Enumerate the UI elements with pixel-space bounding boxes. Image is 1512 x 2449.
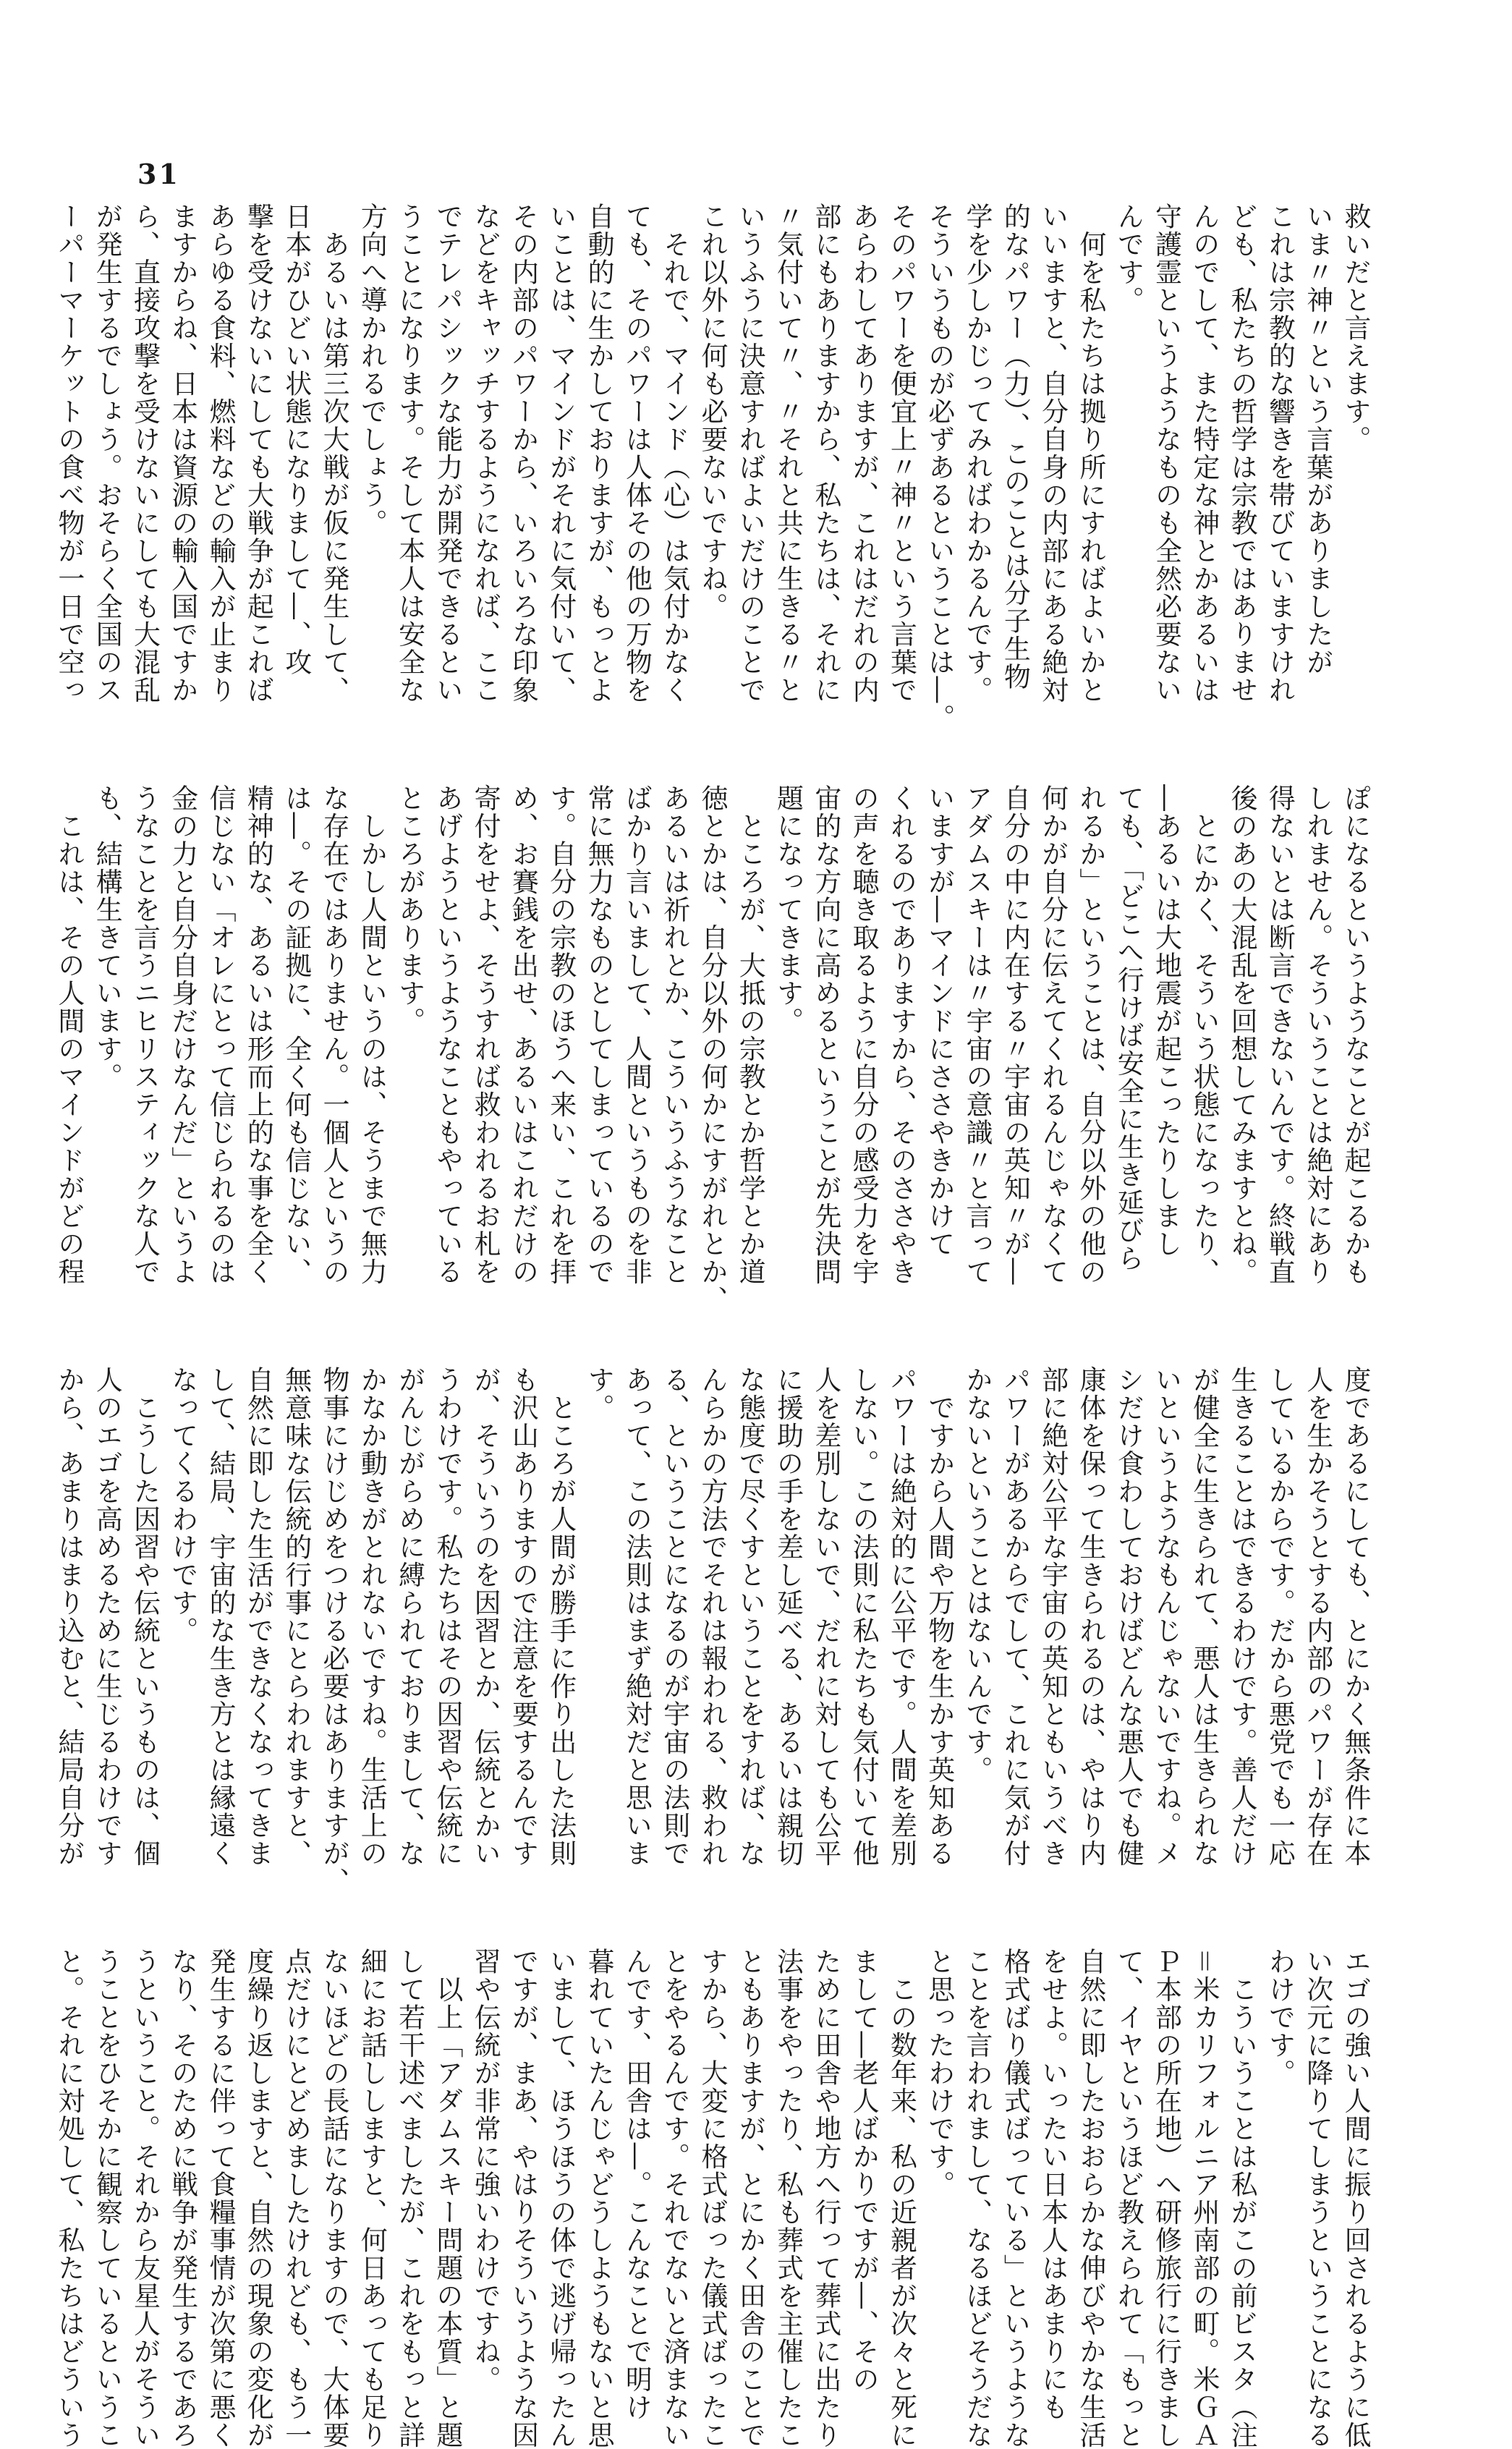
text-line: ことを言われまして、なるほどそうだな: [961, 1948, 993, 2449]
text-line: ですが、まあ、やはりそういうような因: [507, 1948, 539, 2449]
text-line: 救いだと言えます。: [1340, 203, 1371, 454]
text-line: 度繰り返しますと、自然の現象の変化が: [242, 1948, 274, 2449]
text-line: いというようなもんじゃないですね。メ: [1150, 1366, 1182, 1867]
text-line: ところがあります。: [394, 784, 425, 1035]
text-line: あって、この法則はまず絶対だと思いま: [621, 1366, 653, 1867]
text-line: ても、「どこへ行けば安全に生き延びら: [1113, 784, 1144, 1273]
text-line: 発生するに伴って食糧事情が次第に悪く: [205, 1948, 237, 2449]
text-line: る、ということになるのが宇宙の法則で: [658, 1366, 690, 1867]
text-line: ら、直接攻撃を受けないにしても大混乱: [129, 203, 161, 704]
text-line: うわけです。私たちはその因習や伝統に: [431, 1366, 463, 1867]
text-line: ＝米カリフォルニア州南部の町。米ＧＡ: [1188, 1948, 1220, 2449]
text-line: 細にお話ししますと、何日あっても足り: [356, 1948, 388, 2449]
text-line: パワーは絶対的に公平です。人間を差別: [885, 1366, 917, 1867]
text-line: 得ないとは断言できないんです。終戦直: [1264, 784, 1296, 1286]
text-line: 部に絶対公平な宇宙の英知ともいうべき: [1037, 1366, 1069, 1867]
text-line: ても、そのパワーは人体その他の万物を: [621, 203, 653, 704]
text-line: くれるのでありますから、そのささやき: [885, 784, 917, 1286]
text-line: の声を聴き取るように自分の感受力を宇: [848, 784, 880, 1286]
text-line: から、あまりはまり込むと、結局自分が: [53, 1366, 85, 1867]
text-line: て、イヤというほど教えられて「もっと: [1113, 1948, 1144, 2449]
text-line: すから、大変に格式ばった儀式ばったこ: [696, 1948, 728, 2449]
text-tier-2: [53, 784, 1372, 1343]
text-line: ところが、大抵の宗教とか哲学とか道: [734, 784, 766, 1286]
text-line: うなことを言うニヒリスティックな人で: [129, 784, 161, 1286]
text-line: す。: [583, 1366, 615, 1422]
text-line: んです、田舎は―。こんなことで明け: [621, 1948, 653, 2422]
text-line: しかし人間というのは、そうまで無力: [356, 784, 388, 1286]
text-line: 点だけにとどめましたけれども、もう一: [280, 1948, 312, 2449]
text-line: 習や伝統が非常に強いわけですね。: [470, 1948, 501, 2393]
text-line: いいますと、自分自身の内部にある絶対: [1037, 203, 1069, 704]
text-line: が、そういうのを因習とか、伝統とかい: [470, 1366, 501, 1867]
text-line: んのでして、また特定な神とかあるいは: [1188, 203, 1220, 704]
text-line: と思ったわけです。: [923, 1948, 955, 2199]
text-line: かなか動きがとれないですね。生活上の: [356, 1366, 388, 1867]
text-line: す。自分の宗教のほうへ来い、これを拝: [545, 784, 577, 1286]
text-line: シだけ食わしておけばどんな悪人でも健: [1113, 1366, 1144, 1867]
text-line: パワーがあるからでして、これに気が付: [999, 1366, 1031, 1867]
text-line: ぽになるというようなことが起こるかも: [1340, 784, 1371, 1286]
text-line: 人を生かそうとする内部のパワーが存在: [1301, 1366, 1333, 1867]
text-line: め、お賽銭を出せ、あるいはこれだけの: [507, 784, 539, 1286]
text-line: 格式ばり儀式ばっている」というような: [999, 1948, 1031, 2449]
text-line: あらわしてありますが、これはだれの内: [848, 203, 880, 704]
text-line: これは、その人間のマインドがどの程: [53, 784, 85, 1286]
text-line: 題になってきます。: [772, 784, 804, 1035]
text-line: 何を私たちは拠り所にすればよいかと: [1074, 203, 1106, 704]
text-line: 寄付をせよ、そうすれば救われるお札を: [470, 784, 501, 1286]
text-line: 自分の中に内在する〃宇宙の英知〃が―: [999, 784, 1031, 1286]
text-line: に援助の手を差し延べる、あるいは親切: [772, 1366, 804, 1867]
text-line: 何かが自分に伝えてくれるんじゃなくて: [1037, 784, 1069, 1286]
text-line: ところが人間が勝手に作り出した法則: [545, 1366, 577, 1867]
text-line: この数年来、私の近親者が次々と死に: [885, 1948, 917, 2449]
text-line: しているからです。だから悪党でも一応: [1264, 1366, 1296, 1867]
text-line: それで、マインド（心）は気付かなく: [658, 203, 690, 704]
text-line: 生きることはできるわけです。善人だけ: [1226, 1366, 1258, 1867]
text-line: 物事にけじめをつける必要はありますが、: [318, 1366, 349, 1896]
text-line: な態度で尽くすということをすれば、な: [734, 1366, 766, 1867]
text-line: 度であるにしても、とにかく無条件に本: [1340, 1366, 1371, 1867]
text-line: も、結構生きています。: [91, 784, 123, 1091]
text-line: して若干述べましたが、これをもっと詳: [394, 1948, 425, 2449]
text-line: んらかの方法でそれは報われる、救われ: [696, 1366, 728, 1867]
text-line: と。それに対処して、私たちはどういう: [53, 1948, 85, 2449]
text-line: がんじがらめに縛られておりまして、な: [394, 1366, 425, 1867]
text-line: は―。その証拠に、全く何も信じない、: [280, 784, 312, 1286]
text-line: 暮れていたんじゃどうしようもないと思: [583, 1948, 615, 2449]
text-line: 人のエゴを高めるために生じるわけです: [91, 1366, 123, 1867]
text-line: うことをひそかに観察しているというこ: [91, 1948, 123, 2449]
text-line: が発生するでしょう。おそらく全国のス: [91, 203, 123, 704]
text-line: しない。この法則に私たちも気付いて他: [848, 1366, 880, 1867]
text-line: 宙的な方向に高めるということが先決問: [810, 784, 841, 1286]
text-line: も沢山ありますので注意を要するんです: [507, 1366, 539, 1867]
text-line: 自然に即した生活ができなくなってきま: [242, 1366, 274, 1867]
text-line: 部にもありますから、私たちは、それに: [810, 203, 841, 704]
text-line: ですから人間や万物を生かす英知ある: [923, 1366, 955, 1867]
text-line: なってくるわけです。: [166, 1366, 198, 1644]
text-line: れるか」ということは、自分以外の他の: [1074, 784, 1106, 1286]
text-line: して、結局、宇宙的な生き方とは縁遠く: [205, 1366, 237, 1867]
text-line: ために田舎や地方へ行って葬式に出たり: [810, 1948, 841, 2449]
text-line: あらゆる食料、燃料などの輸入が止まり: [205, 203, 237, 704]
text-line: ないほどの長話になりますので、大体要: [318, 1948, 349, 2449]
text-line: あるいは祈れとか、こういうふうなこと: [658, 784, 690, 1286]
text-line: 学を少しかじってみればわかるんです。: [961, 203, 993, 704]
text-line: これは宗教的な響きを帯びていますけれ: [1264, 203, 1296, 704]
text-line: ばかり言いまして、人間というものを非: [621, 784, 653, 1286]
text-line: わけです。: [1264, 1948, 1296, 2087]
page-number: 31: [137, 158, 180, 190]
text-line: 常に無力なものとしてしまっているので: [583, 784, 615, 1286]
text-line: うことになります。そして本人は安全な: [394, 203, 425, 704]
text-line: ますからね、日本は資源の輸入国ですか: [166, 203, 198, 704]
text-line: そういうものが必ずあるということは―。: [923, 203, 955, 732]
text-line: 自然に即したおおらかな伸びやかな生活: [1074, 1948, 1106, 2449]
text-line: こうした因習や伝統というものは、個: [129, 1366, 161, 1867]
text-line: いうふうに決意すればよいだけのことで: [734, 203, 766, 704]
text-line: い次元に降りてしまうということになる: [1301, 1948, 1333, 2449]
text-line: とにかく、そういう状態になったり、: [1188, 784, 1220, 1286]
text-line: 康体を保って生きられるのは、やはり内: [1074, 1366, 1106, 1867]
text-line: いまして、ほうほうの体で逃げ帰ったん: [545, 1948, 577, 2449]
text-line: 信じない「オレにとって信じられるのは: [205, 784, 237, 1286]
text-line: Ｐ本部の所在地）へ研修旅行に行きまし: [1150, 1948, 1182, 2449]
text-line: いますが―マインドにささやきかけて: [923, 784, 955, 1258]
text-line: 的なパワー（力）、このことは分子生物: [999, 203, 1031, 691]
text-line: ―あるいは大地震が起こったりしまし: [1150, 784, 1182, 1258]
text-line: とをやるんです。それでないと済まない: [658, 1948, 690, 2449]
text-line: こういうことは私がこの前ビスタ（注: [1226, 1948, 1258, 2449]
text-line: ーパーマーケットの食べ物が一日で空っ: [53, 203, 85, 704]
text-line: 日本がひどい状態になりまして―、攻: [280, 203, 312, 676]
text-line: なり、そのために戦争が発生するであろ: [166, 1948, 198, 2449]
text-line: うということ。それから友星人がそうい: [129, 1948, 161, 2449]
text-line: 撃を受けないにしても大戦争が起これば: [242, 203, 274, 704]
text-line: 後のあの大混乱を回想してみますとね。: [1226, 784, 1258, 1286]
text-line: いま〃神〃という言葉がありましたが: [1301, 203, 1333, 676]
text-line: 無意味な伝統的行事にとらわれますと、: [280, 1366, 312, 1867]
text-line: そのパワーを便宜上〃神〃という言葉で: [885, 203, 917, 704]
text-line: その内部のパワーから、いろいろな印象: [507, 203, 539, 704]
text-line: エゴの強い人間に振り回されるように低: [1340, 1948, 1371, 2449]
text-line: が健全に生きられて、悪人は生きられな: [1188, 1366, 1220, 1867]
text-line: 守護霊というようなものも全然必要ない: [1150, 203, 1182, 704]
text-line: 方向へ導かれるでしょう。: [356, 203, 388, 537]
text-line: 自動的に生かしておりますが、もっとよ: [583, 203, 615, 704]
text-line: しれません。そういうことは絶対にあり: [1301, 784, 1333, 1286]
text-line: かないということはないんです。: [961, 1366, 993, 1784]
text-line: 精神的な、あるいは形而上的な事を全く: [242, 784, 274, 1286]
text-line: 以上「アダムスキー問題の本質」と題: [431, 1948, 463, 2449]
text-line: などをキャッチするようになれば、ここ: [470, 203, 501, 704]
text-line: いことは、マインドがそれに気付いて、: [545, 203, 577, 704]
text-line: あるいは第三次大戦が仮に発生して、: [318, 203, 349, 704]
text-line: 人を差別しないで、だれに対しても公平: [810, 1366, 841, 1867]
text-line: アダムスキーは〃宇宙の意識〃と言って: [961, 784, 993, 1286]
text-line: 〃気付いて〃、〃それと共に生きる〃と: [772, 203, 804, 704]
text-line: あげようというようなこともやっている: [431, 784, 463, 1286]
text-tier-4: [53, 1948, 1372, 2449]
text-tier-3: [53, 1366, 1372, 1926]
text-line: 法事をやったり、私も葬式を主催したこ: [772, 1948, 804, 2449]
text-line: 金の力と自分自身だけなんだ」というよ: [166, 784, 198, 1286]
text-line: まして―老人ばかりですが―、その: [848, 1948, 880, 2393]
text-line: な存在ではありません。一個人というの: [318, 784, 349, 1286]
text-line: これ以外に何も必要ないですね。: [696, 203, 728, 621]
text-line: んです。: [1113, 203, 1144, 314]
text-tier-1: [53, 203, 1372, 760]
text-line: ともありますが、とにかく田舎のことで: [734, 1948, 766, 2449]
text-line: ども、私たちの哲学は宗教ではありませ: [1226, 203, 1258, 704]
text-line: をせよ。いったい日本人はあまりにも: [1037, 1948, 1069, 2422]
text-line: でテレパシックな能力が開発できるとい: [431, 203, 463, 704]
text-line: 徳とかは、自分以外の何かにすがれとか、: [696, 784, 728, 1314]
